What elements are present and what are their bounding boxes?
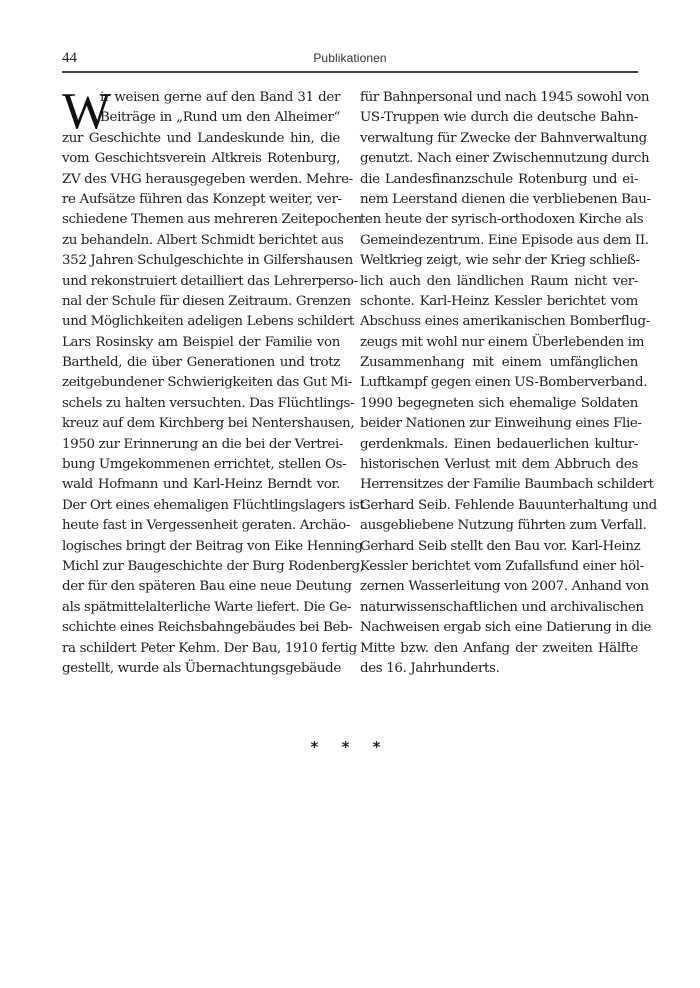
- text-line: Michl zur Baugeschichte der Burg Rodenberg,: [62, 558, 364, 574]
- text-line: des 16. Jahrhunderts.: [360, 660, 500, 676]
- dropcap: W: [62, 83, 112, 140]
- text-line: und rekonstruiert detailliert das Lehrerperso-: [62, 273, 358, 289]
- text-line: verwaltung für Zwecke der Bahnverwaltung: [360, 130, 647, 146]
- text-line: und Möglichkeiten adeligen Lebens schildert: [62, 314, 354, 330]
- text-line: die Landesfinanzschule Rotenburg und ei-: [360, 171, 638, 187]
- page-header: [62, 46, 638, 72]
- text-line: Gemeindezentrum. Eine Episode aus dem II.: [360, 232, 649, 248]
- text-line: Bartheld, die über Generationen und trotz: [62, 355, 340, 371]
- text-line: Mitte bzw. den Anfang der zweiten Hälfte: [360, 640, 638, 656]
- text-line: nem Leerstand dienen die verbliebenen Bau-: [360, 191, 651, 207]
- text-line: beider Nationen zur Einweihung eines Flie-: [360, 416, 642, 432]
- text-line: ir weisen gerne auf den Band 31 der: [100, 90, 340, 105]
- text-line: schonte. Karl-Heinz Kessler berichtet vom: [360, 293, 638, 309]
- text-line: gerdenkmals. Einen bedauerlichen kultur-: [360, 436, 638, 452]
- text-line: ra schildert Peter Kehm. Der Bau, 1910 fertig: [62, 640, 357, 656]
- text-line: Weltkrieg zeigt, wie sehr der Krieg schließ-: [360, 253, 640, 269]
- text-line: nal der Schule für diesen Zeitraum. Grenzen: [62, 293, 351, 309]
- text-line: zernen Wasserleitung von 2007. Anhand von: [360, 579, 649, 595]
- text-line: US-Truppen wie durch die deutsche Bahn-: [360, 110, 638, 126]
- text-line: schiedene Themen aus mehreren Zeitepochen: [62, 212, 362, 228]
- text-line: vom Geschichtsverein Altkreis Rotenburg,: [62, 151, 340, 167]
- header-rule: [62, 71, 638, 73]
- text-line: Kessler berichtet vom Zufallsfund einer höl-: [360, 558, 644, 574]
- text-line: schichte eines Reichsbahngebäudes bei Beb-: [62, 620, 353, 636]
- text-line: lich auch den ländlichen Raum nicht ver-: [360, 273, 638, 289]
- text-line: Nachweisen ergab sich eine Datierung in die: [360, 620, 652, 636]
- text-line: für Bahnpersonal und nach 1945 sowohl von: [360, 90, 650, 105]
- article-column-right: [360, 88, 657, 679]
- text-line: Abschuss eines amerikanischen Bomberflug-: [360, 314, 650, 330]
- text-line: heute fast in Vergessenheit geraten. Archäo-: [62, 518, 351, 534]
- text-line: Gerhard Seib stellt den Bau vor. Karl-Heinz: [360, 538, 641, 554]
- text-line: Luftkampf gegen einen US-Bomberverband.: [360, 375, 648, 391]
- running-title: Publikationen: [313, 51, 387, 65]
- text-line: schels zu halten versuchten. Das Flüchtlings-: [62, 395, 355, 411]
- text-line: Herrensitzes der Familie Baumbach schildert: [360, 477, 654, 493]
- text-line: ten heute der syrisch-orthodoxen Kirche als: [360, 212, 644, 228]
- dropcap-container: [62, 83, 112, 140]
- text-line: Der Ort eines ehemaligen Flüchtlingslagers ist: [62, 497, 365, 513]
- text-line: wald Hofmann und Karl-Heinz Berndt vor.: [62, 477, 340, 493]
- text-line: re Aufsätze führen das Konzept weiter, ver-: [62, 191, 342, 207]
- text-line: als spätmittelalterliche Warte liefert. Die Ge-: [62, 599, 352, 615]
- text-line: Beiträge in „Rund um den Alheimer“: [100, 110, 340, 126]
- text-line: bung Umgekommenen errichtet, stellen Os-: [62, 457, 347, 473]
- text-line: naturwissenschaftlichen und archivalischen: [360, 599, 644, 615]
- article-column-left: [62, 83, 365, 679]
- text-line: zeugs mit wohl nur einem Überlebenden im: [360, 334, 645, 350]
- text-line: zur Geschichte und Landeskunde hin, die: [62, 130, 340, 146]
- text-line: gestellt, wurde als Übernachtungsgebäude: [62, 660, 341, 676]
- text-line: logisches bringt der Beitrag von Eike Henning: [62, 538, 363, 554]
- text-line: 1990 begegneten sich ehemalige Soldaten: [360, 395, 638, 411]
- text-line: zeitgebundener Schwierigkeiten das Gut Mi-: [62, 375, 352, 391]
- right-column-text: [360, 88, 657, 679]
- page-number: 44: [62, 50, 77, 66]
- text-line: 1950 zur Erinnerung an die bei der Vertrei-: [62, 436, 344, 452]
- section-separator: * * *: [310, 738, 390, 756]
- text-line: der für den späteren Bau eine neue Deutung: [62, 579, 352, 595]
- text-line: ZV des VHG herausgegeben werden. Mehre-: [62, 171, 353, 187]
- text-line: kreuz auf dem Kirchberg bei Nentershausen,: [62, 416, 355, 432]
- text-line: ausgebliebene Nutzung führten zum Verfall.: [360, 518, 647, 534]
- left-column-text: [62, 83, 365, 679]
- text-line: genutzt. Nach einer Zwischennutzung durch: [360, 151, 650, 167]
- text-line: Lars Rosinsky am Beispiel der Familie von: [62, 334, 340, 350]
- text-line: Zusammenhang mit einem umfänglichen: [360, 355, 638, 371]
- text-line: historischen Verlust mit dem Abbruch des: [360, 457, 638, 473]
- text-line: Gerhard Seib. Fehlende Bauunterhaltung und: [360, 497, 657, 513]
- text-line: zu behandeln. Albert Schmidt berichtet aus: [62, 232, 344, 248]
- text-line: 352 Jahren Schulgeschichte in Gilfershausen: [62, 253, 353, 269]
